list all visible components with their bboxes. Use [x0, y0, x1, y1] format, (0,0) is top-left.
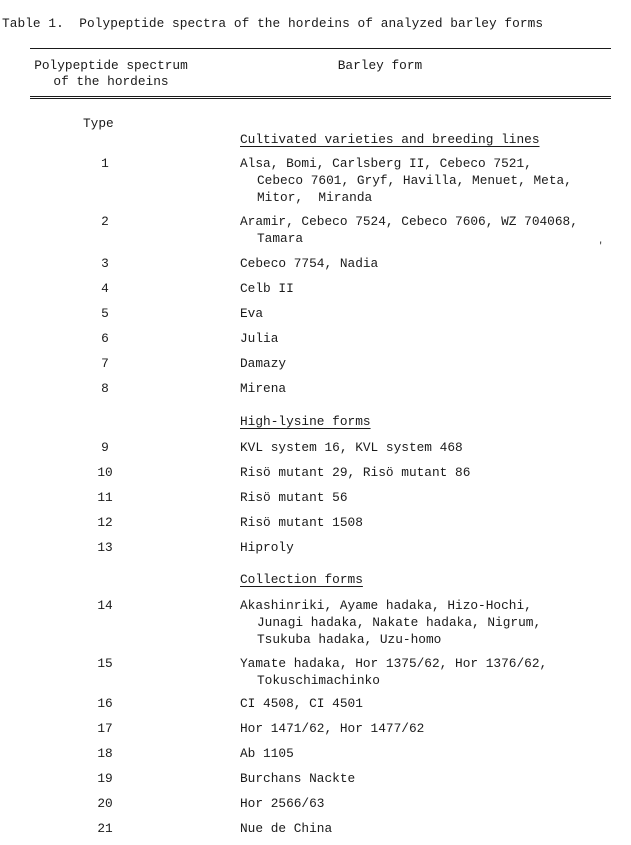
barley-forms-line: Tokuschimachinko — [257, 672, 380, 688]
header-rule-upper — [30, 96, 611, 97]
barley-forms-line: Alsa, Bomi, Carlsberg II, Cebeco 7521, — [240, 156, 532, 171]
barley-forms-line: Burchans Nackte — [240, 771, 356, 786]
barley-forms-line: Yamate hadaka, Hor 1375/62, Hor 1376/62, — [240, 656, 548, 671]
barley-forms-cell — [240, 256, 625, 273]
barley-forms-line: Nue de China — [240, 821, 333, 836]
barley-forms-line: Hiproly — [240, 540, 294, 555]
barley-forms-line: Celb II — [240, 281, 294, 296]
barley-forms-line: Damazy — [240, 356, 287, 371]
barley-forms-cell — [240, 771, 625, 788]
type-number: 15 — [97, 656, 113, 671]
top-rule — [30, 48, 611, 49]
header-rule-lower — [30, 98, 611, 99]
type-number: 3 — [101, 256, 109, 271]
barley-forms-line: Mirena — [240, 381, 287, 396]
type-number: 9 — [101, 440, 109, 455]
barley-forms-cell — [240, 746, 625, 763]
section-heading-collection: Collection forms — [240, 572, 363, 587]
barley-forms-line: Tamara — [257, 230, 304, 246]
barley-forms-cell — [240, 540, 625, 557]
barley-forms-cell — [240, 796, 625, 813]
barley-forms-cell — [240, 465, 625, 482]
barley-forms-line: Julia — [240, 331, 279, 346]
type-number: 6 — [101, 331, 109, 346]
barley-forms-cell — [240, 515, 625, 532]
barley-forms-line: Risö mutant 1508 — [240, 515, 363, 530]
column-header-spectrum — [26, 58, 196, 90]
barley-forms-cell — [240, 156, 625, 206]
section-heading-high-lysine: High-lysine forms — [240, 414, 371, 429]
barley-forms-line: Tsukuba hadaka, Uzu-homo — [257, 631, 442, 647]
barley-forms-cell — [240, 598, 625, 648]
barley-forms-cell — [240, 331, 625, 348]
barley-forms-line: Eva — [240, 306, 264, 321]
column-header-barley-form: Barley form — [337, 58, 423, 73]
type-number: 17 — [97, 721, 113, 736]
barley-forms-line: Hor 2566/63 — [240, 796, 325, 811]
column-header-spectrum-line1: Polypeptide spectrum — [34, 58, 188, 73]
barley-forms-cell — [240, 656, 625, 690]
barley-forms-cell — [240, 440, 625, 457]
barley-forms-line: Hor 1471/62, Hor 1477/62 — [240, 721, 425, 736]
barley-forms-cell — [240, 214, 625, 248]
barley-forms-line: Akashinriki, Ayame hadaka, Hizo-Hochi, — [240, 598, 532, 613]
barley-forms-cell — [240, 281, 625, 298]
type-number: 1 — [101, 156, 109, 171]
type-number: 7 — [101, 356, 109, 371]
type-number: 19 — [97, 771, 113, 786]
barley-forms-line: Risö mutant 56 — [240, 490, 348, 505]
type-number: 16 — [97, 696, 113, 711]
table-caption: Table 1. Polypeptide spectra of the hordeins of analyzed barley forms — [2, 16, 544, 31]
type-number: 12 — [97, 515, 113, 530]
barley-forms-cell — [240, 381, 625, 398]
barley-forms-line: Cebeco 7754, Nadia — [240, 256, 379, 271]
type-number: 8 — [101, 381, 109, 396]
type-number: 4 — [101, 281, 109, 296]
barley-forms-line: Junagi hadaka, Nakate hadaka, Nigrum, — [257, 614, 542, 630]
type-number: 2 — [101, 214, 109, 229]
barley-forms-line: Cebeco 7601, Gryf, Havilla, Menuet, Meta, — [257, 172, 572, 188]
type-number: 10 — [97, 465, 113, 480]
type-label: Type — [83, 116, 114, 131]
stray-mark: ' — [598, 241, 604, 251]
type-number: 18 — [97, 746, 113, 761]
barley-forms-line: CI 4508, CI 4501 — [240, 696, 363, 711]
barley-forms-line: Mitor, Miranda — [257, 189, 373, 205]
type-number: 20 — [97, 796, 113, 811]
barley-forms-cell — [240, 490, 625, 507]
barley-forms-line: Ab 1105 — [240, 746, 294, 761]
barley-forms-line: KVL system 16, KVL system 468 — [240, 440, 463, 455]
type-number: 13 — [97, 540, 113, 555]
barley-forms-cell — [240, 821, 625, 838]
barley-forms-cell — [240, 721, 625, 738]
barley-forms-cell — [240, 696, 625, 713]
barley-forms-line: Risö mutant 29, Risö mutant 86 — [240, 465, 471, 480]
type-number: 11 — [97, 490, 113, 505]
section-heading-cultivated: Cultivated varieties and breeding lines — [240, 132, 540, 147]
type-number: 21 — [97, 821, 113, 836]
barley-forms-line: Aramir, Cebeco 7524, Cebeco 7606, WZ 704068, — [240, 214, 578, 229]
type-number: 14 — [97, 598, 113, 613]
barley-forms-cell — [240, 306, 625, 323]
barley-forms-cell — [240, 356, 625, 373]
column-header-spectrum-line2: of the hordeins — [53, 74, 169, 89]
type-number: 5 — [101, 306, 109, 321]
